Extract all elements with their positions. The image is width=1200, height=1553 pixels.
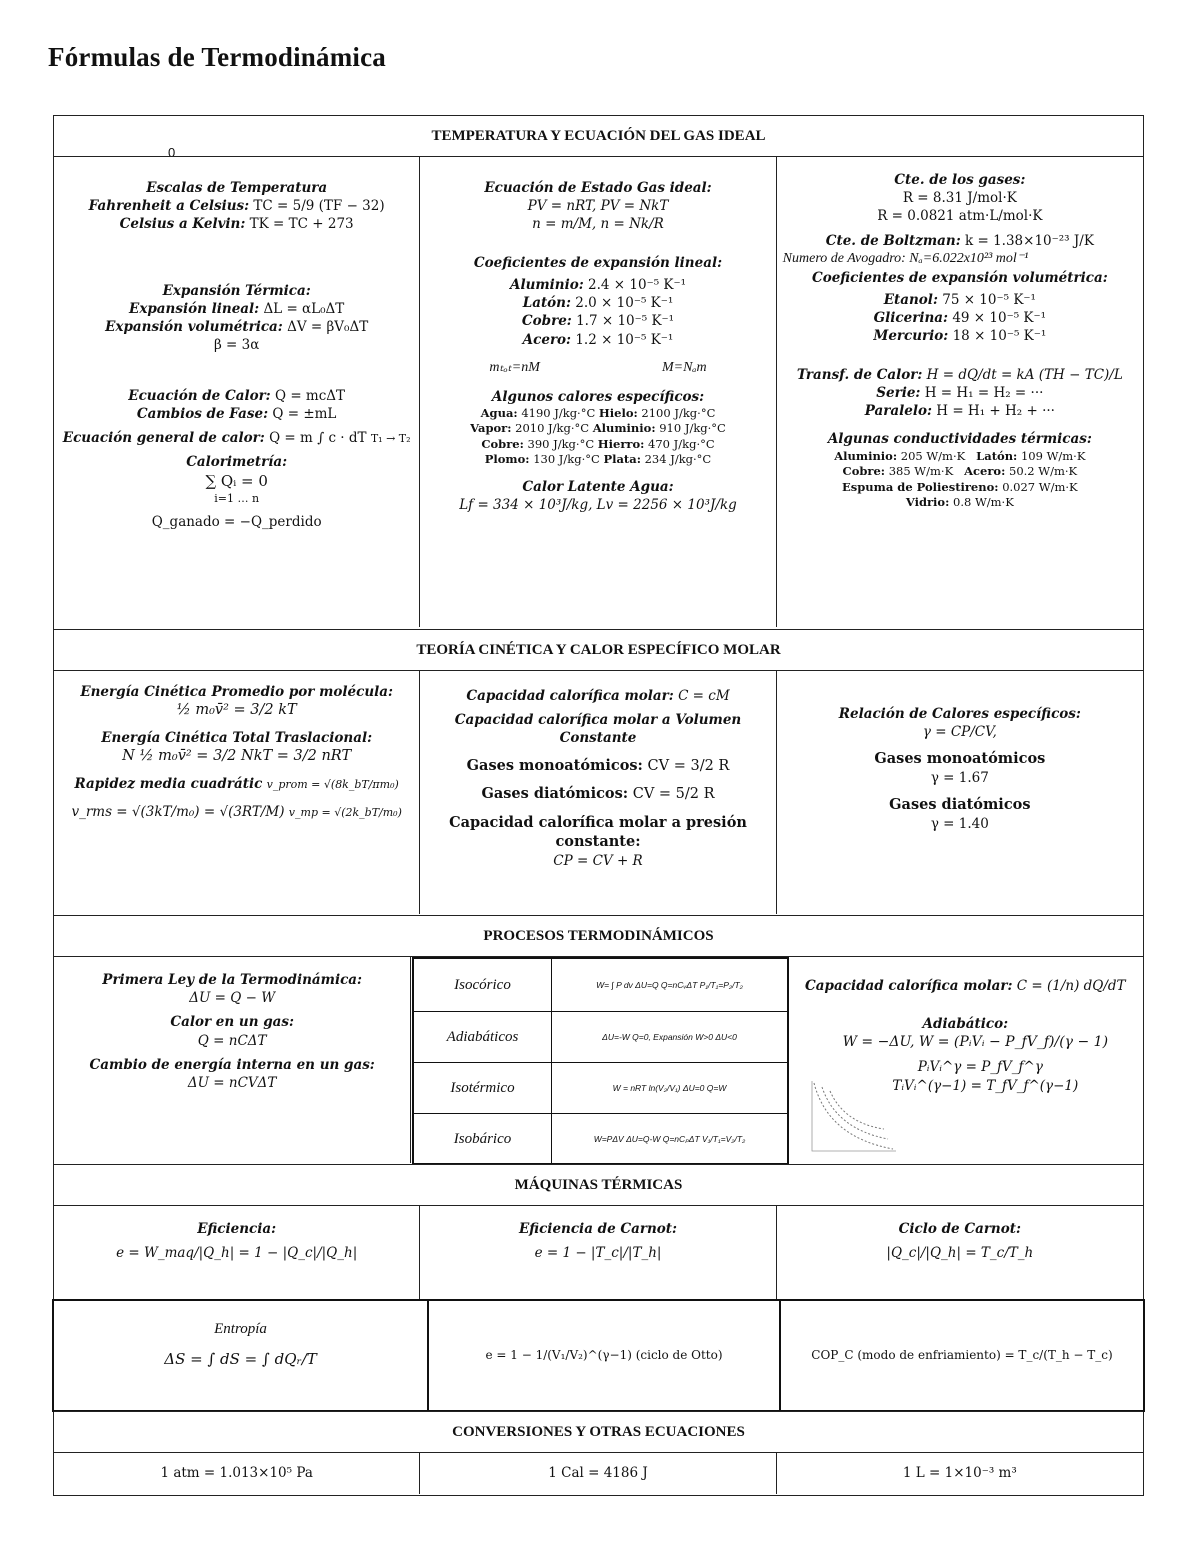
exp-vol-formula: ΔV = βV₀ΔT — [287, 319, 369, 336]
col-carnot-efficiency — [420, 1206, 776, 1299]
spec-value: 910 J/kg·°C — [659, 421, 726, 436]
col-ideal-gas — [420, 157, 776, 627]
adiabatic-pv: PᵢVᵢ^γ = P_fV_f^γ — [917, 1059, 1043, 1076]
process-formula: W=PΔV ΔU=Q-W Q=nCₚΔT V₁/T₁=V₂/T₂ — [593, 1133, 746, 1144]
conversion-atm: 1 atm = 1.013×10⁵ Pa — [54, 1453, 420, 1494]
coef-value: 2.4 × 10⁻⁵ K⁻¹ — [588, 276, 687, 293]
entropy-title: Entropía — [214, 1321, 267, 1337]
cond-name: Vidrio: — [905, 495, 950, 510]
entropy-row — [52, 1299, 1145, 1412]
efficiency-formula: e = W_maq/|Q_h| = 1 − |Q_c|/|Q_h| — [116, 1245, 358, 1262]
mono-formula: CV = 3/2 R — [647, 757, 730, 774]
process-formula: W = nRT ln(V₂/V₁) ΔU=0 Q=W — [612, 1083, 727, 1093]
handwritten-mass: mₜₒₜ=nM — [489, 359, 540, 375]
col-constants — [777, 157, 1143, 627]
cv-title: Capacidad calorífica molar a Volumen Constante — [454, 712, 742, 747]
specific-heat-row — [428, 452, 767, 468]
dia-gamma: γ = 1.40 — [930, 815, 989, 832]
cp-formula: CP = CV + R — [553, 852, 643, 869]
exp-lin-label: Expansión lineal: — [129, 300, 260, 317]
vol-coef-list — [785, 291, 1135, 346]
cop-formula: COP_C (modo de enfriamiento) = T_c/(T_h − T_c) — [811, 1348, 1113, 1363]
heat-transfer-formula: H = dQ/dt = kA (TH − TC)/L — [926, 366, 1123, 383]
boltzmann-label: Cte. de Boltzman: — [825, 232, 961, 249]
vol-coef-name: Glicerina: — [873, 310, 949, 327]
first-law-formula: ΔU = Q − W — [189, 990, 276, 1007]
cond-value: 0.027 W/m·K — [1002, 479, 1078, 494]
process-name: Isocórico — [414, 959, 552, 1011]
vol-coef-value: 18 × 10⁻⁵ K⁻¹ — [952, 328, 1047, 345]
f-to-c-formula: TC = 5/9 (TF − 32) — [253, 198, 385, 215]
spec-value: 234 J/kg·°C — [644, 452, 712, 467]
section-heading: MÁQUINAS TÉRMICAS — [54, 1165, 1143, 1206]
linear-coef-title: Coeficientes de expansión lineal: — [473, 254, 723, 271]
col-kinetic-energy — [54, 671, 420, 914]
molar-label: Capacidad calorífica molar: — [466, 688, 674, 704]
adiabatic-title: Adiabático: — [922, 1016, 1009, 1033]
cp-title: Capacidad calorífica molar a presión constante: — [449, 813, 747, 851]
mono-label: Gases monoatómicos: — [466, 756, 643, 774]
ratio-title: Relación de Calores específicos: — [838, 706, 1081, 722]
coef-name: Latón: — [522, 295, 571, 312]
ganado-formula: Q_ganado = −Q_perdido — [151, 513, 322, 530]
gas-heat-title: Calor en un gas: — [170, 1014, 294, 1031]
vprom-formula: v_prom = √(8k_bT/πm₀) — [266, 777, 399, 791]
molar-formula: C = cM — [678, 688, 730, 704]
vrms-title: Rapidez media cuadrátic — [74, 775, 263, 792]
vol-coef-row — [785, 327, 1135, 345]
state-title: Ecuación de Estado Gas ideal: — [484, 180, 712, 196]
handwritten-notes — [428, 359, 767, 378]
spec-value: 2010 J/kg·°C — [515, 421, 590, 436]
parallel-formula: H = H₁ + H₂ + ··· — [936, 403, 1055, 420]
spec-value: 2100 J/kg·°C — [641, 405, 716, 420]
ke-title: Energía Cinética Promedio por molécula: — [80, 684, 394, 700]
process-name: Adiabáticos — [414, 1012, 552, 1062]
molar-formula: C = (1/n) dQ/dT — [1016, 978, 1126, 994]
specific-heat-row — [428, 437, 767, 453]
latent-title: Calor Latente Agua: — [522, 478, 674, 495]
spec-value: 130 J/kg·°C — [533, 452, 600, 467]
coef-value: 2.0 × 10⁻⁵ K⁻¹ — [575, 295, 674, 312]
process-row — [414, 1062, 787, 1113]
coef-name: Cobre: — [521, 313, 572, 330]
process-row — [414, 959, 787, 1011]
phase-label: Cambios de Fase: — [136, 405, 269, 422]
heat-formula: Q = mcΔT — [274, 387, 346, 404]
process-formula: ΔU=-W Q=0, Expansión W>0 ΔU<0 — [602, 1032, 737, 1042]
gas-heat-formula: Q = nCΔT — [197, 1032, 267, 1049]
mono-title: Gases monoatómicos — [874, 750, 1046, 768]
conversion-liter: 1 L = 1×10⁻³ m³ — [902, 1465, 1017, 1481]
adiabatic-work: W = −ΔU, W = (PᵢVᵢ − P_fV_f)/(γ − 1) — [842, 1034, 1109, 1051]
spec-value: 470 J/kg·°C — [648, 436, 715, 451]
spec-name: Plata: — [603, 452, 641, 467]
process-formula: W= ∫ P dv ΔU=Q Q=nCᵥΔT P₁/T₁=P₂/T₂ — [596, 980, 743, 990]
handwritten-molar-mass: M=Nₐm — [661, 359, 707, 375]
coef-row — [428, 312, 767, 330]
spec-name: Vapor: — [470, 421, 512, 436]
c-to-k-label: Celsius a Kelvin: — [119, 216, 246, 233]
cond-value: 109 W/m·K — [1020, 448, 1086, 463]
coef-row — [428, 331, 767, 349]
pv-diagram-sketch — [808, 1077, 898, 1157]
dia-label: Gases diatómicos: — [481, 785, 629, 803]
coef-value: 1.7 × 10⁻⁵ K⁻¹ — [576, 313, 675, 330]
section-heading: CONVERSIONES Y OTRAS ECUACIONES — [54, 1412, 1143, 1453]
specific-heat-title: Algunos calores específicos: — [491, 388, 705, 405]
vol-coef-row — [785, 309, 1135, 327]
phase-formula: Q = ±mL — [272, 405, 337, 422]
vol-coef-value: 49 × 10⁻⁵ K⁻¹ — [952, 310, 1047, 327]
coef-name: Aluminio: — [509, 276, 584, 293]
cond-name: Aluminio: — [834, 448, 898, 463]
specific-heat-table — [428, 406, 767, 468]
vrms-formula: v_rms = √(3kT/m₀) = √(3RT/M) — [71, 803, 285, 820]
col-carnot-cycle — [777, 1206, 1143, 1299]
coef-row — [428, 276, 767, 294]
dia-title: Gases diatómicos — [889, 796, 1031, 814]
gen-limits: T₁ → T₂ — [370, 431, 411, 445]
series-label: Serie: — [876, 384, 921, 401]
cond-name: Espuma de Poliestireno: — [842, 479, 999, 494]
formula-sheet — [53, 115, 1144, 1496]
conductivity-table — [785, 449, 1135, 511]
vol-coef-name: Mercurio: — [873, 328, 949, 345]
col-entropy — [54, 1301, 429, 1410]
dia-formula: CV = 5/2 R — [632, 786, 715, 803]
ket-formula: N ½ m₀v̄² = 3/2 NkT = 3/2 nRT — [122, 748, 352, 764]
ket-title: Energía Cinética Total Traslacional: — [101, 729, 373, 746]
conversion-cal: 1 Cal = 4186 J — [420, 1453, 776, 1494]
otto-formula: e = 1 − 1/(V₁/V₂)^(γ−1) (ciclo de Otto) — [485, 1348, 723, 1363]
page-title: Fórmulas de Termodinámica — [48, 42, 387, 72]
process-row — [414, 1011, 787, 1062]
parallel-label: Paralelo: — [864, 403, 932, 420]
vol-coef-title: Coeficientes de expansión volumétrica: — [811, 269, 1108, 286]
calorimetry-limits: i=1 … n — [214, 491, 260, 505]
process-row — [414, 1113, 787, 1164]
ke-formula: ½ m₀v̄² = 3/2 kT — [176, 702, 297, 719]
c-to-k-formula: TK = TC + 273 — [249, 216, 354, 233]
stray-mark: 0 — [168, 145, 176, 160]
carnot-eff-formula: e = 1 − |T_c|/|T_h| — [534, 1245, 662, 1262]
vol-coef-name: Etanol: — [883, 291, 938, 308]
col-first-law — [54, 957, 411, 1163]
exp-lin-formula: ΔL = αL₀ΔT — [263, 300, 345, 317]
gamma-formula: γ = CP/CV, — [922, 724, 997, 741]
carnot-eff-title: Eficiencia de Carnot: — [518, 1221, 678, 1237]
state-formula-2: n = m/M, n = Nk/R — [532, 216, 664, 233]
mono-gamma: γ = 1.67 — [930, 770, 989, 786]
gas-constant-2: R = 0.0821 atm·L/mol·K — [877, 208, 1043, 225]
spec-name: Cobre: — [481, 436, 524, 451]
gen-label: Ecuación general de calor: — [62, 429, 265, 446]
carnot-cycle-formula: |Q_c|/|Q_h| = T_c/T_h — [886, 1245, 1034, 1262]
cond-value: 50.2 W/m·K — [1009, 464, 1078, 479]
internal-energy-formula: ΔU = nCVΔT — [187, 1075, 277, 1092]
cond-name: Latón: — [976, 448, 1018, 463]
coef-value: 1.2 × 10⁻⁵ K⁻¹ — [575, 331, 674, 348]
f-to-c-label: Fahrenheit a Celsius: — [88, 198, 250, 215]
coef-name: Acero: — [522, 331, 572, 348]
carnot-cycle-title: Ciclo de Carnot: — [898, 1221, 1021, 1237]
cond-value: 205 W/m·K — [900, 448, 966, 463]
scales-title: Escalas de Temperatura — [146, 180, 328, 196]
spec-name: Agua: — [480, 405, 518, 420]
gas-constant-1: R = 8.31 J/mol·K — [902, 190, 1017, 207]
process-name: Isobárico — [414, 1114, 552, 1164]
state-formula-1: PV = nRT, PV = NkT — [527, 198, 669, 215]
col-efficiency — [54, 1206, 420, 1299]
spec-value: 4190 J/kg·°C — [521, 405, 596, 420]
spec-name: Hierro: — [597, 436, 645, 451]
series-formula: H = H₁ = H₂ = ··· — [924, 384, 1044, 401]
section-processes — [54, 915, 1143, 1164]
vol-coef-value: 75 × 10⁻⁵ K⁻¹ — [942, 291, 1036, 308]
section-conversions — [54, 1411, 1143, 1495]
gen-formula: Q = m ∫ c · dT — [269, 429, 367, 446]
linear-coef-list — [428, 276, 767, 349]
specific-heat-row — [428, 406, 767, 422]
col-cop — [781, 1301, 1143, 1410]
col-adiabatic — [788, 957, 1143, 1163]
latent-formula: Lf = 334 × 10³J/kg, Lv = 2256 × 10³J/kg — [459, 497, 737, 514]
cond-name: Acero: — [964, 464, 1006, 479]
beta-formula: β = 3α — [213, 337, 260, 354]
section-heading: TEORÍA CINÉTICA Y CALOR ESPECÍFICO MOLAR — [54, 630, 1143, 671]
expansion-title: Expansión Térmica: — [162, 282, 311, 299]
section-heading: TEMPERATURA Y ECUACIÓN DEL GAS IDEAL — [54, 116, 1143, 157]
cond-value: 0.8 W/m·K — [953, 495, 1014, 510]
heat-label: Ecuación de Calor: — [128, 387, 271, 404]
boltzmann-value: k = 1.38×10⁻²³ J/K — [965, 232, 1094, 249]
calorimetry-sum: ∑ Qᵢ = 0 — [205, 472, 268, 491]
vmp-formula: v_mp = √(2k_bT/m₀) — [288, 805, 402, 819]
col-molar-heat — [420, 671, 776, 914]
col-otto — [429, 1301, 781, 1410]
section-heading: PROCESOS TERMODINÁMICOS — [54, 916, 1143, 957]
section-heat-engines — [54, 1164, 1143, 1411]
spec-name: Aluminio: — [592, 421, 656, 436]
efficiency-title: Eficiencia: — [197, 1221, 277, 1237]
section-kinetic — [54, 629, 1143, 915]
adiabatic-tv: TᵢVᵢ^(γ−1) = T_fV_f^(γ−1) — [892, 1077, 1079, 1094]
col-heat-ratio — [777, 671, 1143, 914]
molar-label: Capacidad calorífica molar: — [805, 978, 1013, 994]
spec-name: Plomo: — [484, 452, 530, 467]
process-name: Isotérmico — [414, 1063, 552, 1113]
vol-coef-row — [785, 291, 1135, 309]
cond-value: 385 W/m·K — [888, 464, 954, 479]
process-table — [412, 957, 789, 1165]
heat-transfer-label: Transf. de Calor: — [796, 366, 923, 383]
avogadro-note: Numero de Avogadro: Nₐ=6.022x10²³ mol⁻¹ — [782, 250, 1029, 266]
calorimetry-title: Calorimetría: — [186, 454, 288, 471]
specific-heat-row — [428, 421, 767, 437]
spec-value: 390 J/kg·°C — [527, 436, 595, 451]
coef-row — [428, 294, 767, 312]
spec-name: Hielo: — [598, 405, 638, 420]
section-temperature — [54, 116, 1143, 629]
internal-energy-title: Cambio de energía interna en un gas: — [89, 1056, 375, 1073]
entropy-formula: ΔS = ∫ dS = ∫ dQᵣ/T — [164, 1350, 317, 1369]
cond-name: Cobre: — [842, 464, 886, 479]
exp-vol-label: Expansión volumétrica: — [105, 319, 283, 336]
conductivity-title: Algunas conductividades térmicas: — [827, 431, 1092, 448]
first-law-title: Primera Ley de la Termodinámica: — [102, 972, 363, 988]
col-temperature-scales — [54, 157, 420, 627]
gas-constant-title: Cte. de los gases: — [894, 172, 1026, 188]
